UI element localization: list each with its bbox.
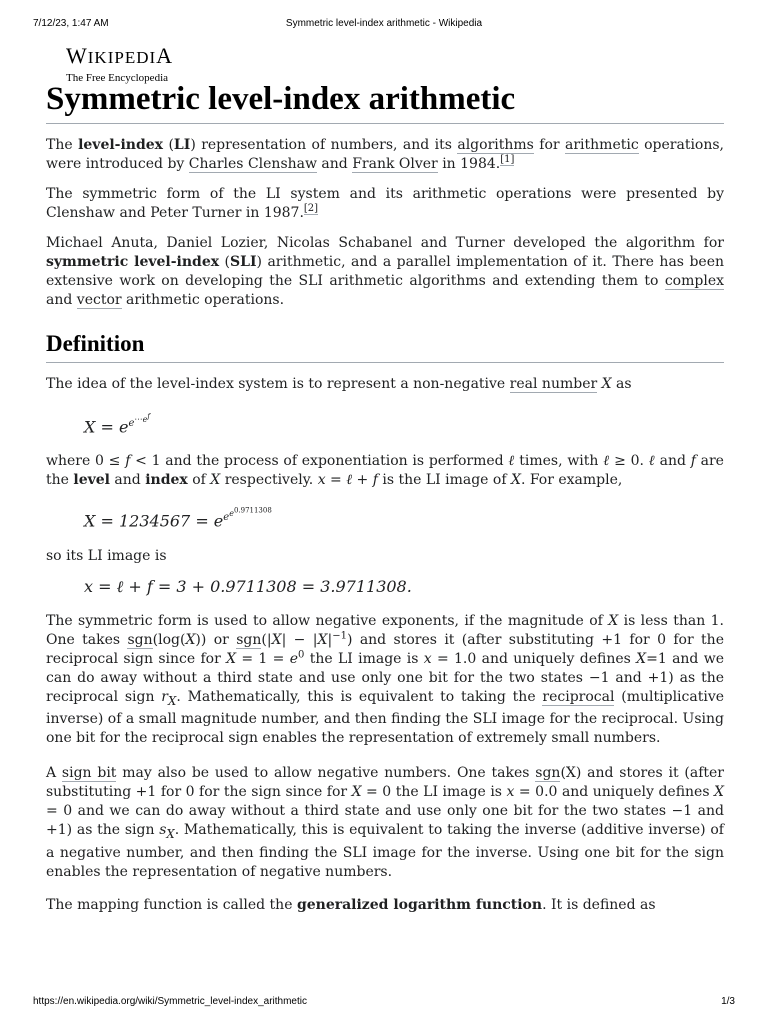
wikipedia-wordmark: WIKIPEDIA bbox=[66, 43, 174, 68]
print-footer bbox=[33, 996, 735, 1010]
citation-2[interactable]: [2] bbox=[303, 203, 319, 215]
link-sgn-3[interactable]: sgn bbox=[535, 765, 561, 782]
definition-paragraph-4: The symmetric form is used to allow negative exponents, if the magnitude of X is less than 1. One takes sgn(log(X)) or $sgn(|X| - |X|^{-1})$ and stores it (after substituting +1 for 0 for the reciprocal sign since for $X = 1 = e^0$ the LI image is x = 1.0 and uniquely defines X=1 and we can do away without a third state and use only one bit for the two states −1 and +1) as the reciprocal sign $r_X$. Mathematically, this is equivalent to taking the reciprocal (multiplicative inverse) of a small magnitude number, and then finding the SLI image for the reciprocal. Using one bit for the reciprocal sign enables the representation of extremely small numbers. bbox=[46, 612, 725, 747]
print-page-number: 1/3 bbox=[721, 996, 735, 1007]
print-url: https://en.wikipedia.org/wiki/Symmetric_level-index_arithmetic bbox=[33, 996, 307, 1007]
formula-example: $X = 1234567 = e^{e^{e^{0.9711308}}}$ bbox=[84, 506, 272, 531]
link-complex[interactable]: complex bbox=[664, 273, 724, 289]
link-reciprocal[interactable]: reciprocal bbox=[542, 688, 615, 705]
print-date: 7/12/23, 1:47 AM bbox=[33, 18, 109, 29]
link-arithmetic[interactable]: arithmetic bbox=[565, 137, 639, 153]
formula-power-tower: $X = e^{e^{\cdot\cdot\cdot e^f}}$ bbox=[84, 412, 150, 437]
print-header bbox=[33, 18, 735, 32]
page-title: Symmetric level-index arithmetic bbox=[46, 80, 724, 124]
wikipedia-logo[interactable] bbox=[66, 45, 173, 84]
intro-paragraph-1: The level-index (LI) representation of numbers, and its algorithms for arithmetic operations, were introduced by Charles Clenshaw and Frank Olver in 1984.[1] bbox=[46, 137, 725, 172]
intro-paragraph-3: Michael Anuta, Daniel Lozier, Nicolas Schabanel and Turner developed the algorithm for symmetric level-index (SLI) arithmetic, and a parallel implementation of it. There has been extensive work on developing the SLI arithmetic algorithms and extending them to complex and vector arithmetic operations. bbox=[46, 235, 724, 308]
link-real-number[interactable]: real number bbox=[509, 376, 598, 392]
link-sgn[interactable]: sgn bbox=[127, 631, 153, 648]
definition-paragraph-2: where 0 ≤ f < 1 and the process of exponentiation is performed ℓ times, with ℓ ≥ 0. ℓ and f are the level and index of X respectively. x = ℓ + f is the LI image of X. For example, bbox=[46, 453, 724, 489]
formula-li-image: x = ℓ + f = 3 + 0.9711308 = 3.9711308. bbox=[84, 576, 412, 596]
wikipedia-tagline: The Free Encyclopedia bbox=[66, 72, 169, 84]
link-sign-bit[interactable]: sign bit bbox=[61, 765, 117, 782]
link-sgn-2[interactable]: sgn bbox=[236, 631, 262, 648]
print-page-title: Symmetric level-index arithmetic - Wikipedia bbox=[285, 18, 483, 29]
citation-1[interactable]: [1] bbox=[500, 154, 515, 166]
link-vector[interactable]: vector bbox=[76, 292, 122, 308]
intro-paragraph-2: The symmetric form of the LI system and its arithmetic operations were presented by Clenshaw and Peter Turner in 1987.[2] bbox=[46, 186, 724, 221]
definition-paragraph-5: A sign bit may also be used to allow negative numbers. One takes sgn(X) and stores it (after substituting +1 for 0 for the sign since for X = 0 the LI image is x = 0.0 and uniquely defines X = 0 and we can do away without a third state and use only one bit for the two states −1 and +1) as the sign $s_X$. Mathematically, this is equivalent to taking the inverse (additive inverse) of a negative number, and then finding the SLI image for the inverse. Using one bit for the sign enables the representation of negative numbers. bbox=[46, 765, 724, 881]
link-frank-olver[interactable]: Frank Olver bbox=[352, 156, 438, 172]
section-heading-definition: Definition bbox=[46, 330, 724, 363]
definition-paragraph-3: so its LI image is bbox=[46, 547, 167, 564]
definition-paragraph-1: The idea of the level-index system is to represent a non-negative real number X as bbox=[46, 376, 632, 392]
article-content bbox=[46, 80, 724, 915]
definition-paragraph-6: The mapping function is called the generalized logarithm function. It is defined as bbox=[46, 897, 656, 914]
link-charles-clenshaw[interactable]: Charles Clenshaw bbox=[188, 156, 317, 172]
link-algorithms[interactable]: algorithms bbox=[457, 137, 534, 153]
